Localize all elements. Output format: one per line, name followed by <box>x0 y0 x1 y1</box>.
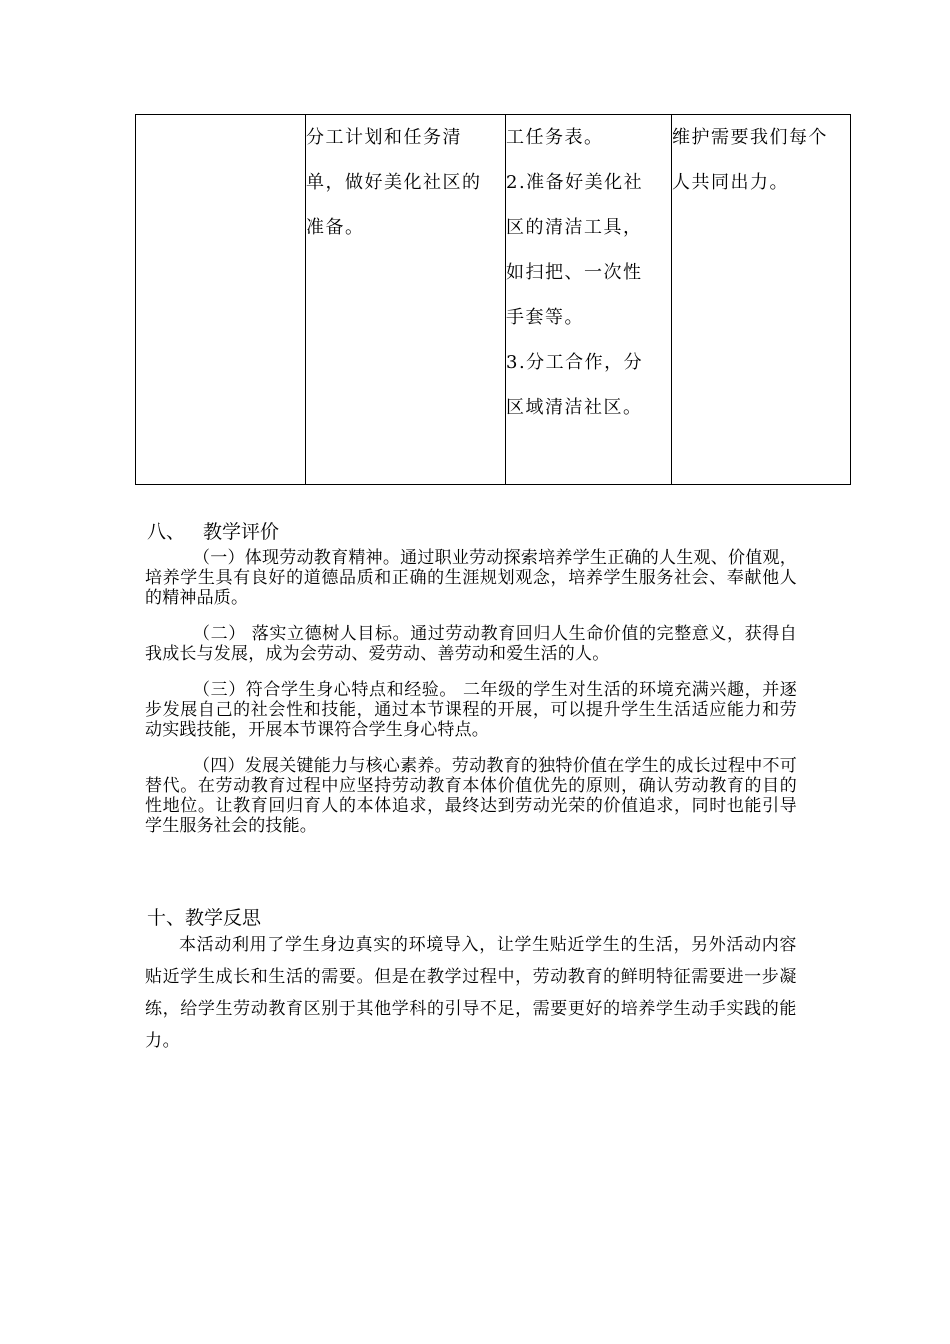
table-cell-plan <box>306 115 506 485</box>
evaluation-heading-title: 教学评价 <box>203 521 280 543</box>
lesson-plan-table <box>135 114 851 485</box>
cell-line: 分工计划和任务清 <box>306 127 462 148</box>
cell-line: 3.分工合作，分 <box>506 352 644 373</box>
evaluation-heading-number: 八、 <box>147 521 186 543</box>
cell-line: 2.准备好美化社 <box>506 172 644 193</box>
evaluation-paragraph-2: （二） 落实立德树人目标。通过劳动教育回归人生命价值的完整意义，获得自我成长与发展，成为会劳动、爱劳动、善劳动和爱生活的人。 <box>145 624 797 664</box>
evaluation-heading <box>147 520 279 544</box>
cell-line: 工任务表。 <box>506 127 604 148</box>
reflection-heading: 十、教学反思 <box>147 907 262 929</box>
reflection-paragraph: 本活动利用了学生身边真实的环境导入，让学生贴近学生的生活，另外活动内容贴近学生成长和生活的需要。但是在教学过程中，劳动教育的鲜明特征需要进一步凝练，给学生劳动教育区别于其他学科的引导不足，需要更好的培养学生动手实践的能力。 <box>145 935 797 1051</box>
table-cell-empty <box>136 115 306 485</box>
cell-line: 维护需要我们每个 <box>672 127 828 148</box>
table-cell-tasks <box>506 115 672 485</box>
table-row <box>136 115 851 485</box>
cell-line: 如扫把、一次性 <box>506 262 643 283</box>
cell-line: 手套等。 <box>506 307 584 328</box>
cell-line: 区的清洁工具， <box>506 217 643 238</box>
table-cell-goal <box>672 115 851 485</box>
evaluation-paragraph-3: （三）符合学生身心特点和经验。 二年级的学生对生活的环境充满兴趣，并逐步发展自己的社会性和技能，通过本节课程的开展，可以提升学生生活适应能力和劳动实践技能，开展本节课符合学生身心特点。 <box>145 680 797 740</box>
cell-line: 准备。 <box>306 217 365 238</box>
evaluation-paragraph-4: （四）发展关键能力与核心素养。劳动教育的独特价值在学生的成长过程中不可替代。在劳动教育过程中应坚持劳动教育本体价值优先的原则，确认劳动教育的目的性地位。让教育回归育人的本体追求，最终达到劳动光荣的价值追求，同时也能引导学生服务社会的技能。 <box>145 756 797 836</box>
evaluation-paragraph-1: （一）体现劳动教育精神。通过职业劳动探索培养学生正确的人生观、价值观，培养学生具有良好的道德品质和正确的生涯规划观念，培养学生服务社会、奉献他人的精神品质。 <box>145 548 797 608</box>
cell-line: 人共同出力。 <box>672 172 789 193</box>
cell-line: 单，做好美化社区的 <box>306 172 482 193</box>
cell-line: 区域清洁社区。 <box>506 397 643 418</box>
